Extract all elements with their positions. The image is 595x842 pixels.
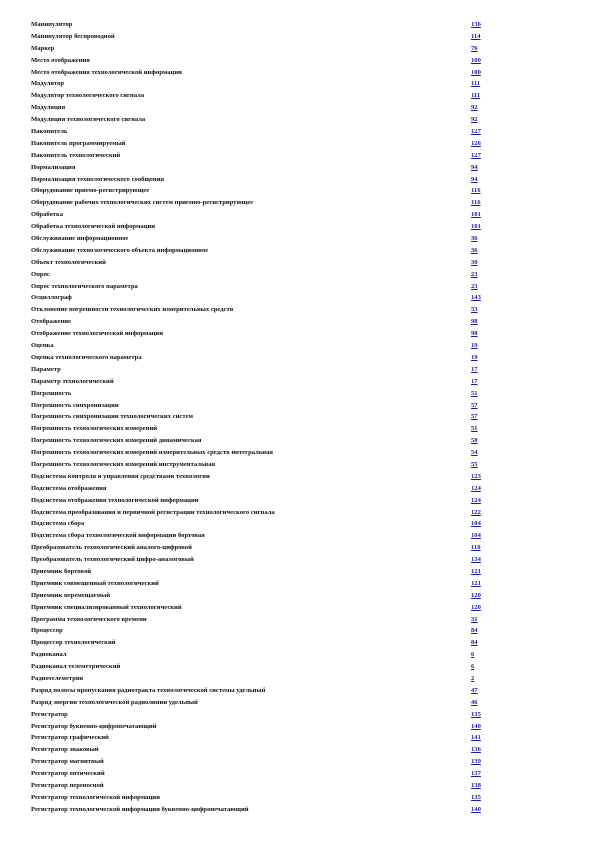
page-number-link[interactable]: 100 <box>471 56 481 64</box>
index-term: Модулятор технологического сигнала <box>31 92 145 100</box>
index-entry <box>31 352 491 364</box>
index-term: Программа технологического времени <box>31 615 147 623</box>
index-entry <box>31 245 491 257</box>
page-number-link[interactable]: 111 <box>471 80 481 88</box>
index-entry <box>31 709 491 721</box>
index-entry <box>31 400 491 412</box>
page-number-link[interactable]: 57 <box>471 413 478 421</box>
page-number-link[interactable]: 6 <box>471 663 475 671</box>
index-term: Накопитель программируемый <box>31 139 126 147</box>
page-number-link[interactable]: 140 <box>471 805 481 813</box>
index-entry <box>31 197 491 209</box>
index-term: Приемник перемещаемый <box>31 591 111 599</box>
index-term: Оценка <box>31 342 54 350</box>
index-entry <box>31 138 491 150</box>
page-number-link[interactable]: 120 <box>471 591 481 599</box>
page-number-link[interactable]: 114 <box>471 32 481 40</box>
index-entry <box>31 566 491 578</box>
page-number-link[interactable]: 136 <box>471 746 481 754</box>
page-number-link[interactable]: 58 <box>471 437 478 445</box>
index-entry <box>31 31 491 43</box>
index-term: Регистратор буквенно-цифропечатающий <box>31 722 157 730</box>
subject-index-list <box>31 19 491 816</box>
page-number-link[interactable]: 53 <box>471 306 478 314</box>
index-term: Погрешность технологических измерений инструментальная <box>31 460 216 468</box>
index-entry <box>31 150 491 162</box>
page-number-link[interactable]: 92 <box>471 104 478 112</box>
index-entry <box>31 602 491 614</box>
page-number-link[interactable]: 138 <box>471 782 481 789</box>
index-term: Погрешность технологических измерений <box>31 425 158 433</box>
page-number-link[interactable]: 101 <box>471 223 481 231</box>
index-term: Регистратор <box>31 710 68 718</box>
index-entry <box>31 732 491 744</box>
index-entry <box>31 364 491 376</box>
index-term: Регистратор технологической информации <box>31 793 160 801</box>
index-entry <box>31 495 491 507</box>
page-number-link[interactable]: 94 <box>471 175 478 183</box>
page-number-link[interactable]: 135 <box>471 710 481 718</box>
index-entry <box>31 55 491 67</box>
index-entry <box>31 804 491 816</box>
index-term: Обслуживание информационное <box>31 235 129 243</box>
index-entry <box>31 471 491 483</box>
index-term: Подсистема сбора <box>31 520 85 528</box>
index-term: Модуляция <box>31 104 66 112</box>
page-number-link[interactable]: 17 <box>471 377 478 385</box>
index-entry <box>31 530 491 542</box>
index-entry <box>31 744 491 756</box>
index-entry <box>31 67 491 79</box>
page-number-link[interactable]: 140 <box>471 722 481 730</box>
index-entry <box>31 43 491 55</box>
index-term: Обработка технологической информации <box>31 223 156 231</box>
page-number-link[interactable]: 46 <box>471 698 478 706</box>
index-entry <box>31 292 491 304</box>
index-entry <box>31 174 491 186</box>
index-entry <box>31 340 491 352</box>
index-term: Осциллограф <box>31 294 72 302</box>
index-term: Опрос технологического параметра <box>31 282 138 290</box>
index-term: Обработка <box>31 211 64 219</box>
page-number-link[interactable]: 121 <box>471 579 481 587</box>
index-entry <box>31 185 491 197</box>
page-number-link[interactable]: 23 <box>471 282 478 290</box>
index-entry <box>31 221 491 233</box>
index-term: Маркер <box>31 44 55 52</box>
index-term: Модуляция технологического сигнала <box>31 116 146 124</box>
index-entry <box>31 388 491 400</box>
index-term: Подсистема отображения <box>31 484 107 492</box>
index-entry <box>31 269 491 281</box>
page-number-link[interactable]: 98 <box>471 318 478 326</box>
index-term: Параметр технологический <box>31 377 114 385</box>
index-entry <box>31 554 491 566</box>
index-term: Радиотелеметрия <box>31 674 84 682</box>
index-term: Регистратор магнитный <box>31 758 104 766</box>
index-entry <box>31 578 491 590</box>
index-entry <box>31 281 491 293</box>
index-entry <box>31 328 491 340</box>
index-term: Разряд энергии технологической радиолинии удельный <box>31 698 198 706</box>
index-term: Регистратор графический <box>31 734 109 742</box>
index-term: Подсистема преобразования и первичной регистрации технологического сигнала <box>31 508 275 516</box>
page-number-link[interactable]: 36 <box>471 246 478 254</box>
page-number-link[interactable]: 98 <box>471 330 478 338</box>
index-term: Объект технологический <box>31 258 106 266</box>
index-term: Преобразователь технологический цифро-аналоговый <box>31 556 194 564</box>
index-entry <box>31 649 491 661</box>
index-entry <box>31 316 491 328</box>
page-number-link[interactable]: 57 <box>471 401 478 409</box>
index-term: Место отображения технологической информации <box>31 68 182 76</box>
index-term: Отображение технологической информации <box>31 330 164 338</box>
index-term: Приемник специализированный технологический <box>31 603 182 611</box>
index-term: Радиоканал <box>31 651 67 659</box>
index-entry <box>31 126 491 138</box>
index-term: Разряд полосы пропускания радиотракта технологической системы удельный <box>31 686 266 694</box>
index-term: Отклонение погрешности технологических измерительных средств <box>31 306 234 314</box>
index-term: Радиоканал телеметрический <box>31 663 121 671</box>
index-entry <box>31 90 491 102</box>
page-number-link[interactable]: 110 <box>471 544 481 552</box>
index-entry <box>31 697 491 709</box>
index-entry <box>31 542 491 554</box>
page-number-link[interactable]: 116 <box>471 199 481 207</box>
page-number-link[interactable]: 123 <box>471 472 481 480</box>
page-number-link[interactable]: 47 <box>471 686 478 694</box>
index-term: Приемник бортовой <box>31 567 92 575</box>
index-term: Манипулятор беспроводной <box>31 32 115 40</box>
index-term: Модулятор <box>31 80 65 88</box>
index-entry <box>31 780 491 792</box>
page-number-link[interactable]: 76 <box>471 44 478 52</box>
index-term: Подсистема отображения технологической информации <box>31 496 199 504</box>
page-number-link[interactable]: 141 <box>471 734 481 742</box>
index-term: Накопитель технологический <box>31 151 121 159</box>
index-entry <box>31 721 491 733</box>
index-entry <box>31 162 491 174</box>
page-number-link[interactable]: 126 <box>471 139 481 147</box>
page-number-link[interactable]: 6 <box>471 651 475 659</box>
page-number-link[interactable]: 23 <box>471 270 478 278</box>
index-term: Оценка технологического параметра <box>31 353 142 361</box>
index-entry <box>31 768 491 780</box>
index-term: Подсистема контроля и управления средствами технологии <box>31 472 210 480</box>
index-term: Нормализация <box>31 163 76 171</box>
page-number-link[interactable]: 134 <box>471 556 481 564</box>
page-number-link[interactable]: 100 <box>471 68 481 76</box>
page-number-link[interactable]: 55 <box>471 460 478 468</box>
index-entry <box>31 518 491 530</box>
index-entry <box>31 435 491 447</box>
index-entry <box>31 673 491 685</box>
index-term: Параметр <box>31 365 61 373</box>
index-entry <box>31 792 491 804</box>
page-number-link[interactable]: 19 <box>471 353 478 361</box>
page-number-link[interactable]: 111 <box>471 92 481 100</box>
page-number-link[interactable]: 120 <box>471 603 481 611</box>
page-number-link[interactable]: 30 <box>471 258 478 266</box>
index-term: Преобразователь технологический аналого-цифровой <box>31 544 192 552</box>
index-term: Погрешность синхронизации технологических систем <box>31 413 193 421</box>
index-entry <box>31 376 491 388</box>
page-number-link[interactable]: 137 <box>471 770 481 778</box>
page-number-link[interactable]: 104 <box>471 532 481 540</box>
index-entry <box>31 625 491 637</box>
index-entry <box>31 614 491 626</box>
index-term: Подсистема сбора технологической информации бортовая <box>31 532 205 540</box>
index-term: Процессор <box>31 627 63 635</box>
index-entry <box>31 233 491 245</box>
index-term: Опрос <box>31 270 50 278</box>
page-number-link[interactable]: 127 <box>471 128 481 136</box>
page-number-link[interactable]: 124 <box>471 496 481 504</box>
page-number-link[interactable]: 116 <box>471 187 481 195</box>
page-number-link[interactable]: 31 <box>471 615 478 623</box>
page-number-link[interactable]: 51 <box>471 389 478 397</box>
page-number-link[interactable]: 135 <box>471 793 481 801</box>
index-entry <box>31 661 491 673</box>
page-number-link[interactable]: 92 <box>471 116 478 124</box>
page-number-link[interactable]: 101 <box>471 211 481 219</box>
index-entry <box>31 459 491 471</box>
index-entry <box>31 19 491 31</box>
page-number-link[interactable]: 51 <box>471 425 478 433</box>
index-entry <box>31 685 491 697</box>
page-number-link[interactable]: 143 <box>471 294 481 302</box>
index-term: Погрешность <box>31 389 72 397</box>
page-number-link[interactable]: 122 <box>471 508 481 516</box>
index-term: Погрешность технологических измерений измерительных средств интегральная <box>31 449 273 457</box>
index-entry <box>31 209 491 221</box>
page-number-link[interactable]: 127 <box>471 151 481 159</box>
index-term: Обслуживание технологического объекта информационное <box>31 246 209 254</box>
page-number-link[interactable]: 136 <box>471 21 481 28</box>
page-number-link[interactable]: 139 <box>471 758 481 766</box>
index-entry <box>31 423 491 435</box>
index-term: Регистратор переносной <box>31 782 104 789</box>
index-entry <box>31 507 491 519</box>
index-entry <box>31 78 491 90</box>
index-term: Регистратор оптический <box>31 770 105 778</box>
index-entry <box>31 756 491 768</box>
page-number-link[interactable]: 121 <box>471 567 481 575</box>
page-number-link[interactable]: 19 <box>471 342 478 350</box>
page-number-link[interactable]: 94 <box>471 163 478 171</box>
page-number-link[interactable]: 124 <box>471 484 481 492</box>
index-entry <box>31 114 491 126</box>
index-term: Нормализация технологического сообщения <box>31 175 165 183</box>
index-term: Процессор технологический <box>31 639 116 647</box>
page-number-link[interactable]: 84 <box>471 627 478 635</box>
index-entry <box>31 447 491 459</box>
page-number-link[interactable]: 104 <box>471 520 481 528</box>
index-entry <box>31 304 491 316</box>
index-entry <box>31 590 491 602</box>
index-entry <box>31 637 491 649</box>
index-term: Отображение <box>31 318 71 326</box>
index-entry <box>31 102 491 114</box>
page-number-link[interactable]: 17 <box>471 365 478 373</box>
index-term: Регистратор технологической информации буквенно-цифропечатающий <box>31 805 249 813</box>
index-entry <box>31 257 491 269</box>
index-term: Приемник совмещенный технологический <box>31 579 159 587</box>
page-number-link[interactable]: 54 <box>471 449 478 457</box>
index-term: Погрешность синхронизации <box>31 401 119 409</box>
index-entry <box>31 411 491 423</box>
index-term: Регистратор знаковый <box>31 746 99 754</box>
index-term: Оборудование приемо-регистрирующее <box>31 187 150 195</box>
page-number-link[interactable]: 36 <box>471 235 478 243</box>
index-term: Накопитель <box>31 128 68 136</box>
index-term: Погрешность технологических измерений динамическая <box>31 437 202 445</box>
index-term: Место отображения <box>31 56 90 64</box>
index-term: Оборудование рабочих технологических систем приемно-регистрирующее <box>31 199 254 207</box>
index-term: Манипулятор <box>31 21 73 28</box>
page-number-link[interactable]: 2 <box>471 674 475 682</box>
page-number-link[interactable]: 84 <box>471 639 478 647</box>
index-entry <box>31 483 491 495</box>
